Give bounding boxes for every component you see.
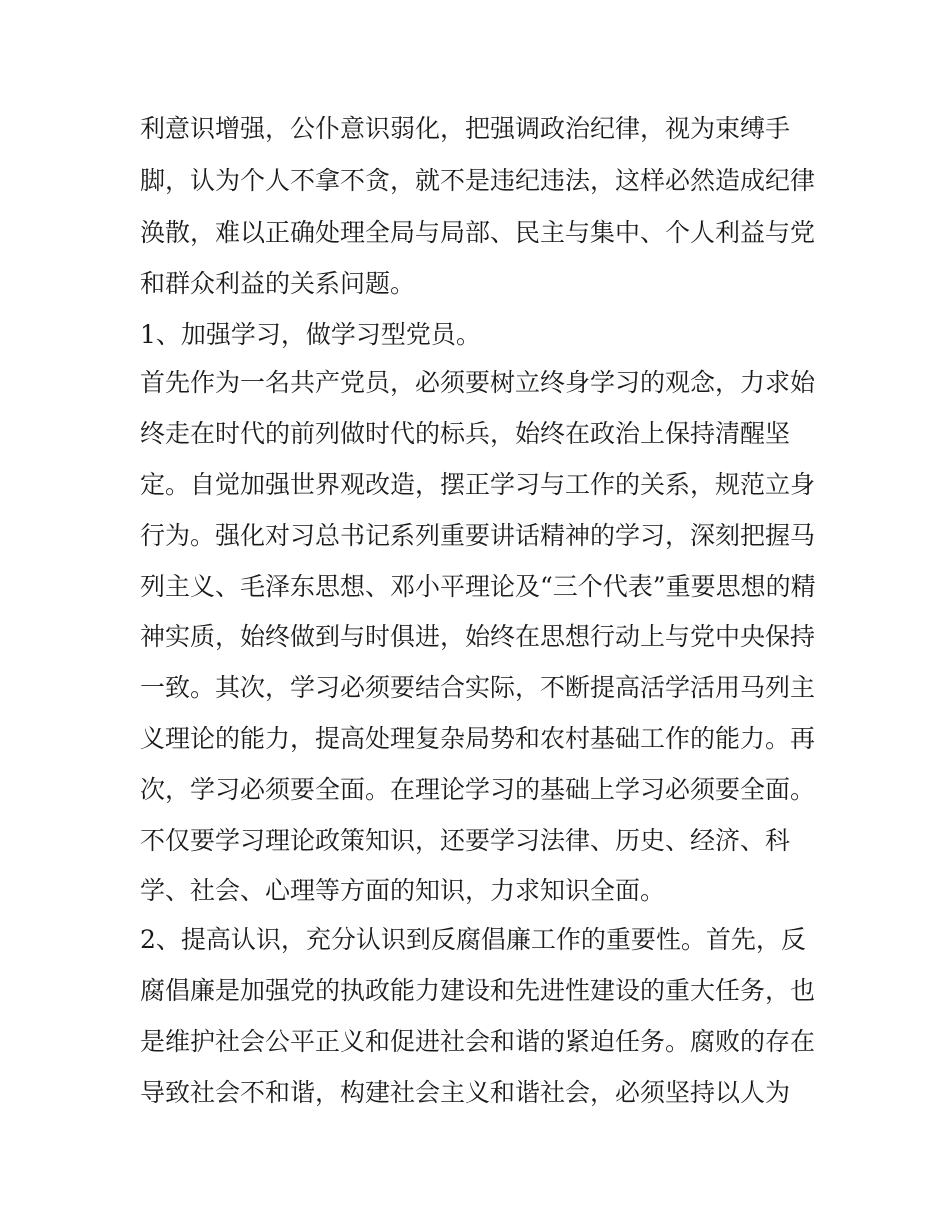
text-line: 一致。其次，学习必须要结合实际，不断提高活学活用马列主: [140, 673, 816, 702]
text-line: 是维护社会公平正义和促进社会和谐的紧迫任务。腐败的存在: [140, 1027, 816, 1056]
text-line: 和群众利益的关系问题。: [140, 269, 416, 298]
text-line: 列主义、毛泽东思想、邓小平理论及“三个代表”重要思想的精: [140, 572, 816, 601]
text-line: 腐倡廉是加强党的执政能力建设和先进性建设的重大任务，也: [140, 976, 816, 1005]
text-line: 不仅要学习理论政策知识，还要学习法律、历史、经济、科: [140, 826, 791, 855]
section-heading-1: 1、加强学习，做学习型党员。: [140, 320, 481, 349]
text-line: 终走在时代的前列做时代的标兵，始终在政治上保持清醒坚: [140, 419, 791, 448]
text-line: 导致社会不和谐，构建社会主义和谐社会，必须坚持以人为: [140, 1078, 791, 1107]
text-line: 次，学习必须要全面。在理论学习的基础上学习必须要全面。: [140, 775, 816, 804]
text-line: 利意识增强，公仆意识弱化，把强调政治纪律，视为束缚手: [140, 114, 791, 143]
text-line: 义理论的能力，提高处理复杂局势和农村基础工作的能力。再: [140, 724, 816, 753]
text-line: 行为。强化对习总书记系列重要讲话精神的学习，深刻把握马: [140, 521, 816, 550]
text-line: 定。自觉加强世界观改造，摆正学习与工作的关系，规范立身: [140, 470, 816, 499]
text-line: 首先作为一名共产党员，必须要树立终身学习的观念，力求始: [140, 368, 816, 397]
text-line: 脚，认为个人不拿不贪，就不是违纪违法，这样必然造成纪律: [140, 166, 816, 195]
section-heading-2: 2、提高认识，充分认识到反腐倡廉工作的重要性。首先，反: [140, 925, 806, 954]
text-line: 涣散，难以正确处理全局与局部、民主与集中、个人利益与党: [140, 218, 816, 247]
text-line: 学、社会、心理等方面的知识，力求知识全面。: [140, 876, 666, 905]
text-line: 神实质，始终做到与时俱进，始终在思想行动上与党中央保持: [140, 622, 816, 651]
